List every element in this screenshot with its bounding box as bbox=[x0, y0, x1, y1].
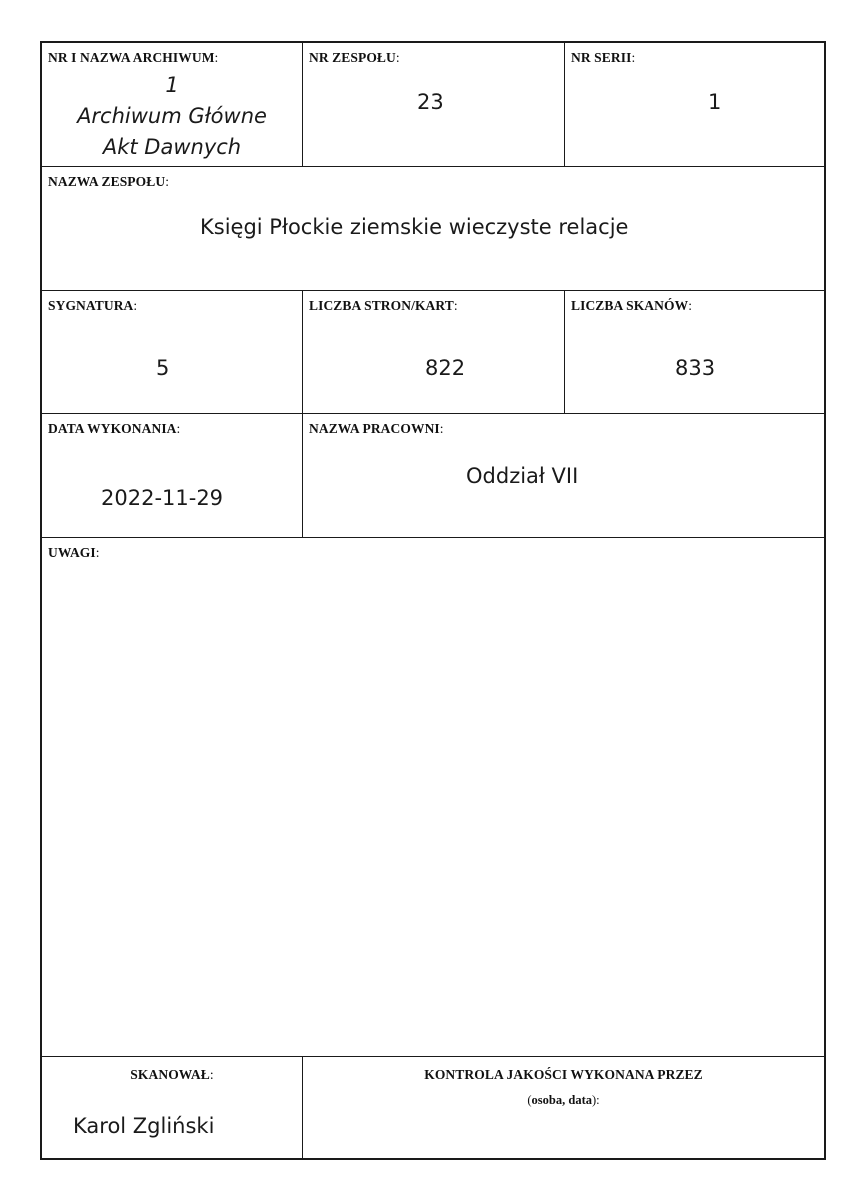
archive-name-line2: Akt Dawnych bbox=[102, 135, 242, 159]
quality-control-cell bbox=[303, 1057, 824, 1158]
fonds-number-value: 23 bbox=[417, 90, 444, 114]
workshop-name-value: Oddział VII bbox=[466, 464, 579, 488]
workshop-name-label: NAZWA PRACOWNI: bbox=[309, 421, 444, 436]
archive-name-line1: Archiwum Główne bbox=[77, 104, 267, 128]
fonds-number-label: NR ZESPOŁU: bbox=[309, 50, 400, 65]
fonds-number-cell bbox=[303, 43, 565, 167]
archive-cell bbox=[42, 43, 303, 167]
archive-number: 1 bbox=[165, 73, 179, 97]
pages-count-cell bbox=[303, 291, 565, 414]
execution-date-cell bbox=[42, 414, 303, 538]
pages-count-label: LICZBA STRON/KART: bbox=[309, 298, 458, 313]
fonds-name-cell bbox=[42, 167, 824, 291]
scans-count-cell bbox=[565, 291, 824, 414]
series-number-value: 1 bbox=[708, 90, 722, 114]
scanned-by-cell bbox=[42, 1057, 303, 1158]
archive-metrics-form bbox=[40, 41, 826, 1160]
signature-cell bbox=[42, 291, 303, 414]
quality-control-sublabel: (osoba, data): bbox=[527, 1093, 600, 1107]
fonds-name-label: NAZWA ZESPOŁU: bbox=[48, 174, 170, 189]
signature-value: 5 bbox=[156, 356, 170, 380]
scanned-by-value: Karol Zgliński bbox=[73, 1114, 215, 1138]
scans-count-label: LICZBA SKANÓW: bbox=[571, 298, 693, 313]
archive-label: NR I NAZWA ARCHIWUM: bbox=[48, 50, 219, 65]
series-number-label: NR SERII: bbox=[571, 50, 636, 65]
series-number-cell bbox=[565, 43, 824, 167]
workshop-name-cell bbox=[303, 414, 824, 538]
fonds-name-value: Księgi Płockie ziemskie wieczyste relacje bbox=[200, 215, 629, 239]
scanned-by-label: SKANOWAŁ: bbox=[130, 1067, 214, 1082]
signature-label: SYGNATURA: bbox=[48, 298, 138, 313]
pages-count-value: 822 bbox=[425, 356, 466, 380]
execution-date-value: 2022-11-29 bbox=[101, 486, 224, 510]
scans-count-value: 833 bbox=[675, 356, 716, 380]
notes-cell bbox=[42, 538, 824, 1057]
execution-date-label: DATA WYKONANIA: bbox=[48, 421, 181, 436]
quality-control-label: KONTROLA JAKOŚCI WYKONANA PRZEZ bbox=[424, 1067, 703, 1082]
notes-label: UWAGI: bbox=[48, 545, 100, 560]
